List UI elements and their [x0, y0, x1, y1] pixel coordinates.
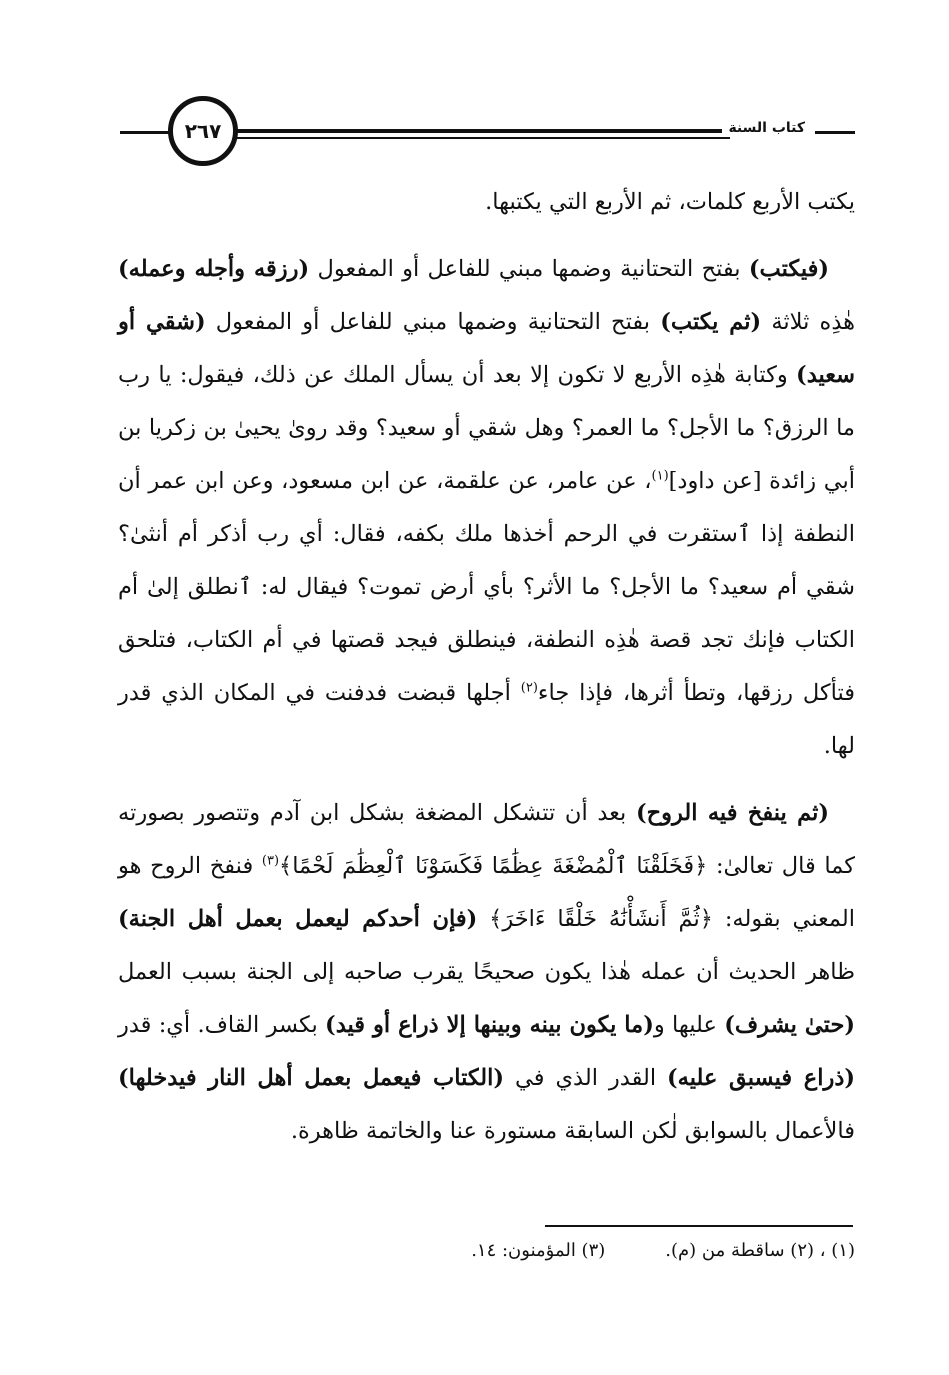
text-run: أجلها قبضت فدفنت في المكان الذي قدر لها.: [118, 680, 855, 759]
page-number-circle: [168, 96, 238, 166]
bold-term: (فيكتب): [748, 256, 830, 282]
footnote-2: (٣) المؤمنون: ١٤.: [471, 1240, 606, 1261]
text-run: هٰذِه ثلاثة: [761, 309, 856, 335]
paragraph-0: [118, 176, 855, 229]
text-run: ، عن عامر، عن علقمة، عن ابن مسعود، وعن ابن عمر أن النطفة إذا ٱستقرت في الرحم أخذها ملك بكفه، فقال: أي رب أذكر أم أنثىٰ؟ شقي أم سعيد؟ ما الأجل؟ ما الأثر؟ بأي أرض تموت؟ فيقال له: ٱنطلق إلىٰ أم الكتاب فإنك تجد قصة هٰذِه النطفة، فينطلق فيجد قصتها في أم الكتاب، فتلحق فتأكل رزقها، وتطأ أثرها، فإذا جاء: [118, 468, 855, 706]
text-run: بعد أن تتشكل المضغة بشكل ابن آدم وتتصور بصورته كما قال تعالىٰ:: [118, 800, 856, 879]
paragraph-2: [118, 787, 855, 1158]
footnote-separator: [545, 1225, 853, 1227]
page-header: [120, 96, 855, 166]
bold-term: (رزقه وأجله وعمله): [118, 256, 310, 282]
header-rule-thin: [220, 137, 730, 139]
footnote-1: (١) ، (٢) ساقطة من (م).: [665, 1240, 855, 1261]
paragraph-text: يكتب الأربع كلمات، ثم الأربع التي يكتبها.: [485, 189, 855, 215]
text-run: وكتابة هٰذِه الأربع لا تكون إلا بعد أن يسأل الملك عن ذلك، فيقول: يا رب ما الرزق؟ ما الأجل؟ ما العمر؟ وهل شقي أو سعيد؟ وقد روىٰ يحيىٰ بن زكريا بن أبي زائدة [عن داود]: [118, 362, 855, 494]
quran-quote: ﴿ثُمَّ أَنشَأْنَٰهُ خَلْقًا ءَاخَرَ﴾: [489, 906, 713, 932]
bold-term: (شقي أو سعيد): [118, 309, 855, 388]
text-run: بفتح التحتانية وضمها مبني للفاعل أو المفعول: [309, 256, 749, 282]
bold-term: (الكتاب فيعمل بعمل أهل النار فيدخلها): [118, 1065, 505, 1091]
text-run: بكسر القاف. أي: قدر: [118, 1012, 326, 1038]
header-rule-left: [120, 131, 172, 134]
text-run: [477, 906, 489, 932]
page-number: ٢٦٧: [184, 119, 222, 143]
bold-term: (ثم يكتب): [660, 309, 762, 335]
text-run: فالأعمال بالسوابق لٰكن السابقة مستورة عنا والخاتمة ظاهرة.: [290, 1118, 855, 1144]
text-run: عليها و: [653, 1012, 725, 1038]
footnotes: [300, 1240, 855, 1261]
bold-term: (حتىٰ يشرف): [724, 1012, 855, 1038]
text-run: القدر الذي في: [504, 1065, 668, 1091]
page-body: [118, 176, 855, 1172]
header-rule-right: [815, 131, 855, 134]
running-title: كتاب السنة: [722, 120, 811, 136]
text-run: ظاهر الحديث أن عمله هٰذا يكون صحيحًا يقرب صاحبه إلى الجنة بسبب العمل: [118, 959, 855, 985]
header-rule-thick: [220, 129, 730, 133]
footnote-ref: (٣): [261, 853, 280, 869]
paragraph-1: [118, 243, 855, 773]
bold-term: (ذراع فيسبق عليه): [667, 1065, 855, 1091]
text-run: فنفخ الروح هو المعني بقوله:: [118, 853, 855, 932]
bold-term: (ما يكون بينه وبينها إلا ذراع أو قيد): [325, 1012, 654, 1038]
footnote-ref: (٢): [520, 680, 538, 696]
footnote-ref: (١): [651, 468, 669, 484]
bold-term: (فإن أحدكم ليعمل بعمل أهل الجنة): [118, 906, 478, 932]
text-run: بفتح التحتانية وضمها مبني للفاعل أو المفعول: [205, 309, 661, 335]
quran-quote: ﴿فَخَلَقْنَا ٱلْمُضْغَةَ عِظَٰمًا فَكَسَوْنَا ٱلْعِظَٰمَ لَحْمًا﴾: [279, 853, 708, 879]
bold-term: (ثم ينفخ فيه الروح): [635, 800, 829, 826]
